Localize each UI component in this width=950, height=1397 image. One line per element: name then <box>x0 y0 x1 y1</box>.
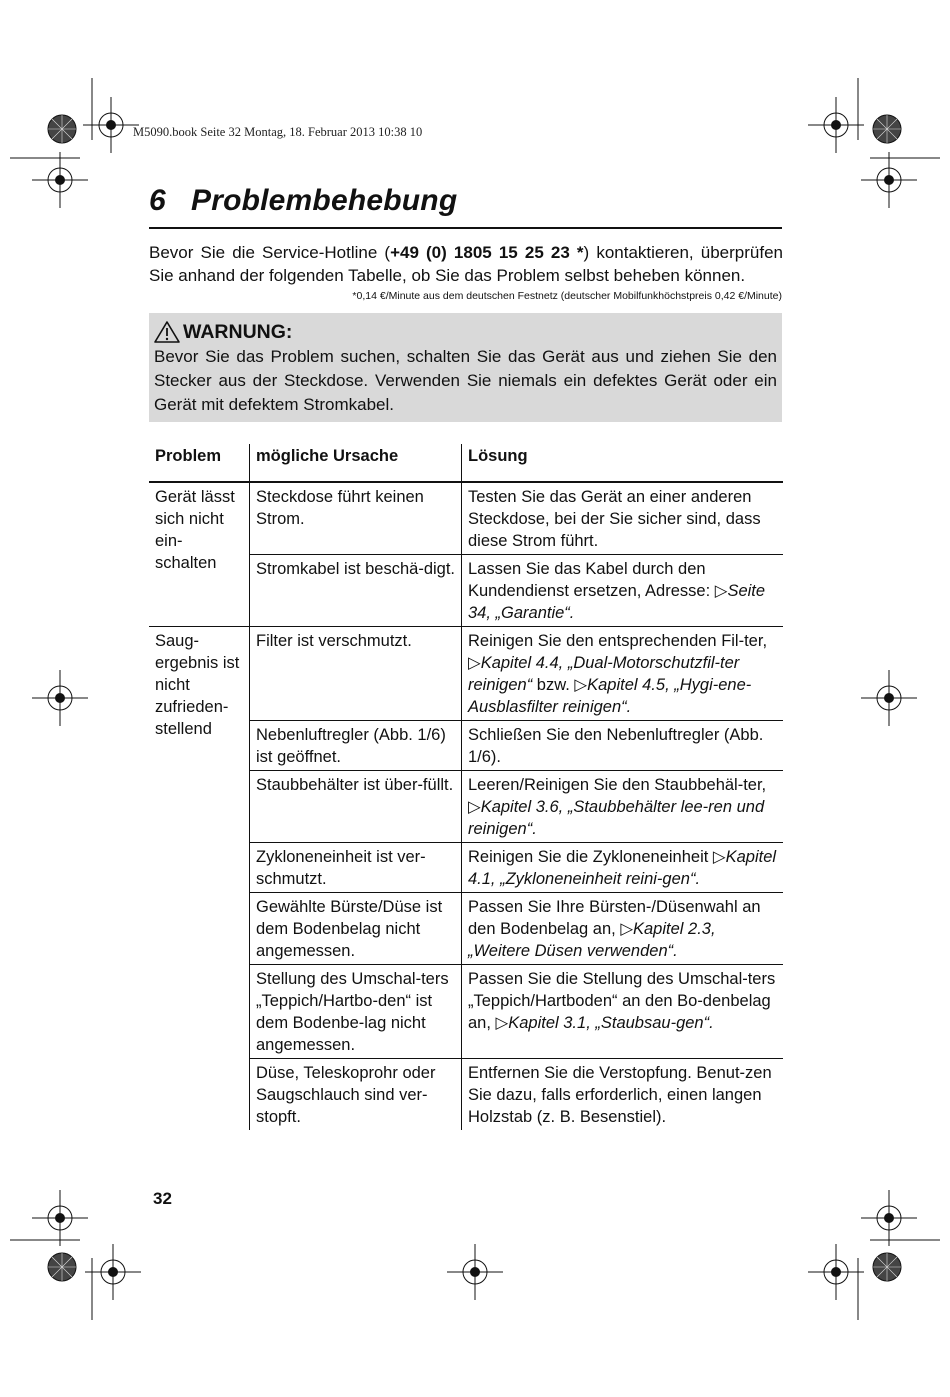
header-cause: mögliche Ursache <box>250 444 462 482</box>
solution-cell: Testen Sie das Gerät an einer anderen Steckdose, bei der Sie sicher sind, dass diese Strom führt. <box>462 482 784 555</box>
header-solution: Lösung <box>462 444 784 482</box>
table-header-row <box>149 444 783 482</box>
solution-cell <box>462 771 784 843</box>
cross-reference: ▷Kapitel 3.6, „Staubbehälter lee-ren und reinigen“. <box>468 798 765 838</box>
cause-cell: Stromkabel ist beschä-digt. <box>250 555 462 627</box>
cross-reference: ▷Seite 34, „Garantie“. <box>468 582 766 622</box>
solution-text: Leeren/Reinigen Sie den Staubbehäl-ter, <box>468 776 767 794</box>
solution-text: Passen Sie die Stellung des Umschal-ters „Teppich/Hartboden“ an den Bo-denbelag an, <box>468 970 776 1032</box>
cause-cell: Steckdose führt keinen Strom. <box>250 482 462 555</box>
cause-cell: Staubbehälter ist über-füllt. <box>250 771 462 843</box>
solution-cell <box>462 965 784 1059</box>
intro-text-2: ) kontaktieren, überprüfen Sie anhand der folgenden Tabelle, ob Sie das Problem selbst beheben können. <box>149 243 784 285</box>
cross-reference: ▷Kapitel 4.5, „Hygi-ene-Ausblasfilter reinigen“. <box>468 676 752 716</box>
cross-reference: ▷Kapitel 3.1, „Staubsau-gen“. <box>495 1014 714 1032</box>
solution-text: Reinigen Sie die Zykloneneinheit <box>468 848 713 866</box>
page-number: 32 <box>153 1189 172 1208</box>
solution-text: bzw. <box>532 676 575 694</box>
troubleshooting-table <box>149 444 783 1130</box>
title-rule <box>149 227 782 229</box>
cause-cell: Stellung des Umschal-ters „Teppich/Hartbo-den“ ist dem Bodenbe-lag nicht angemessen. <box>250 965 462 1059</box>
cause-cell: Gewählte Bürste/Düse ist dem Bodenbelag nicht angemessen. <box>250 893 462 965</box>
solution-cell: Entfernen Sie die Verstopfung. Benut-zen Sie dazu, falls erforderlich, einen langen Holzstab (z. B. Besenstiel). <box>462 1059 784 1131</box>
chapter-number: 6 <box>149 184 166 217</box>
warning-triangle-icon <box>153 320 181 344</box>
cross-reference: ▷Kapitel 2.3, „Weitere Düsen verwenden“. <box>468 920 716 960</box>
footnote: *0,14 €/Minute aus dem deutschen Festnetz (deutscher Mobilfunkhöchstpreis 0,42 €/Minute) <box>352 290 782 302</box>
cross-reference: ▷Kapitel 4.1, „Zykloneneinheit reini-gen“. <box>468 848 777 888</box>
chapter-title: Problembehebung <box>191 184 458 217</box>
cause-cell: Zykloneneinheit ist ver-schmutzt. <box>250 843 462 893</box>
header-problem: Problem <box>155 447 222 465</box>
solution-text: Lassen Sie das Kabel durch den Kundendienst ersetzen, Adresse: <box>468 560 715 600</box>
intro-text-1: Bevor Sie die Service-Hotline ( <box>149 243 391 262</box>
solution-text: Reinigen Sie den entsprechenden Fil-ter, <box>468 632 768 650</box>
intro-paragraph <box>149 241 783 287</box>
solution-cell <box>462 893 784 965</box>
hotline-number: +49 (0) 1805 15 25 23 * <box>390 243 584 262</box>
solution-text: Passen Sie Ihre Bürsten-/Düsenwahl an den Bodenbelag an, <box>468 898 761 938</box>
solution-cell <box>462 555 784 627</box>
solution-cell <box>462 843 784 893</box>
warning-heading <box>153 320 292 344</box>
warning-text: Bevor Sie das Problem suchen, schalten Sie das Gerät aus und ziehen Sie den Stecker aus der Steckdose. Verwenden Sie niemals ein defektes Gerät oder ein Gerät mit defektem Stromkabel. <box>154 347 777 414</box>
warning-label: WARNUNG: <box>183 320 293 343</box>
problem-cell: Gerät lässt sich nicht ein-schalten <box>155 488 235 572</box>
problem-cell: Saug-ergebnis ist nicht zufrieden-stellend <box>149 627 250 1131</box>
solution-cell <box>462 627 784 721</box>
cause-cell: Nebenluftregler (Abb. 1/6) ist geöffnet. <box>250 721 462 771</box>
cause-cell: Düse, Teleskoprohr oder Saugschlauch sind ver-stopft. <box>250 1059 462 1131</box>
cross-reference: ▷Kapitel 4.4, „Dual-Motorschutzfil-ter reinigen“ <box>468 654 740 694</box>
table-row <box>149 627 783 721</box>
table-row <box>149 482 783 555</box>
chapter-heading <box>149 184 457 218</box>
book-info: M5090.book Seite 32 Montag, 18. Februar 2013 10:38 10 <box>133 125 423 139</box>
solution-cell: Schließen Sie den Nebenluftregler (Abb. 1/6). <box>462 721 784 771</box>
cause-cell: Filter ist verschmutzt. <box>250 627 462 721</box>
